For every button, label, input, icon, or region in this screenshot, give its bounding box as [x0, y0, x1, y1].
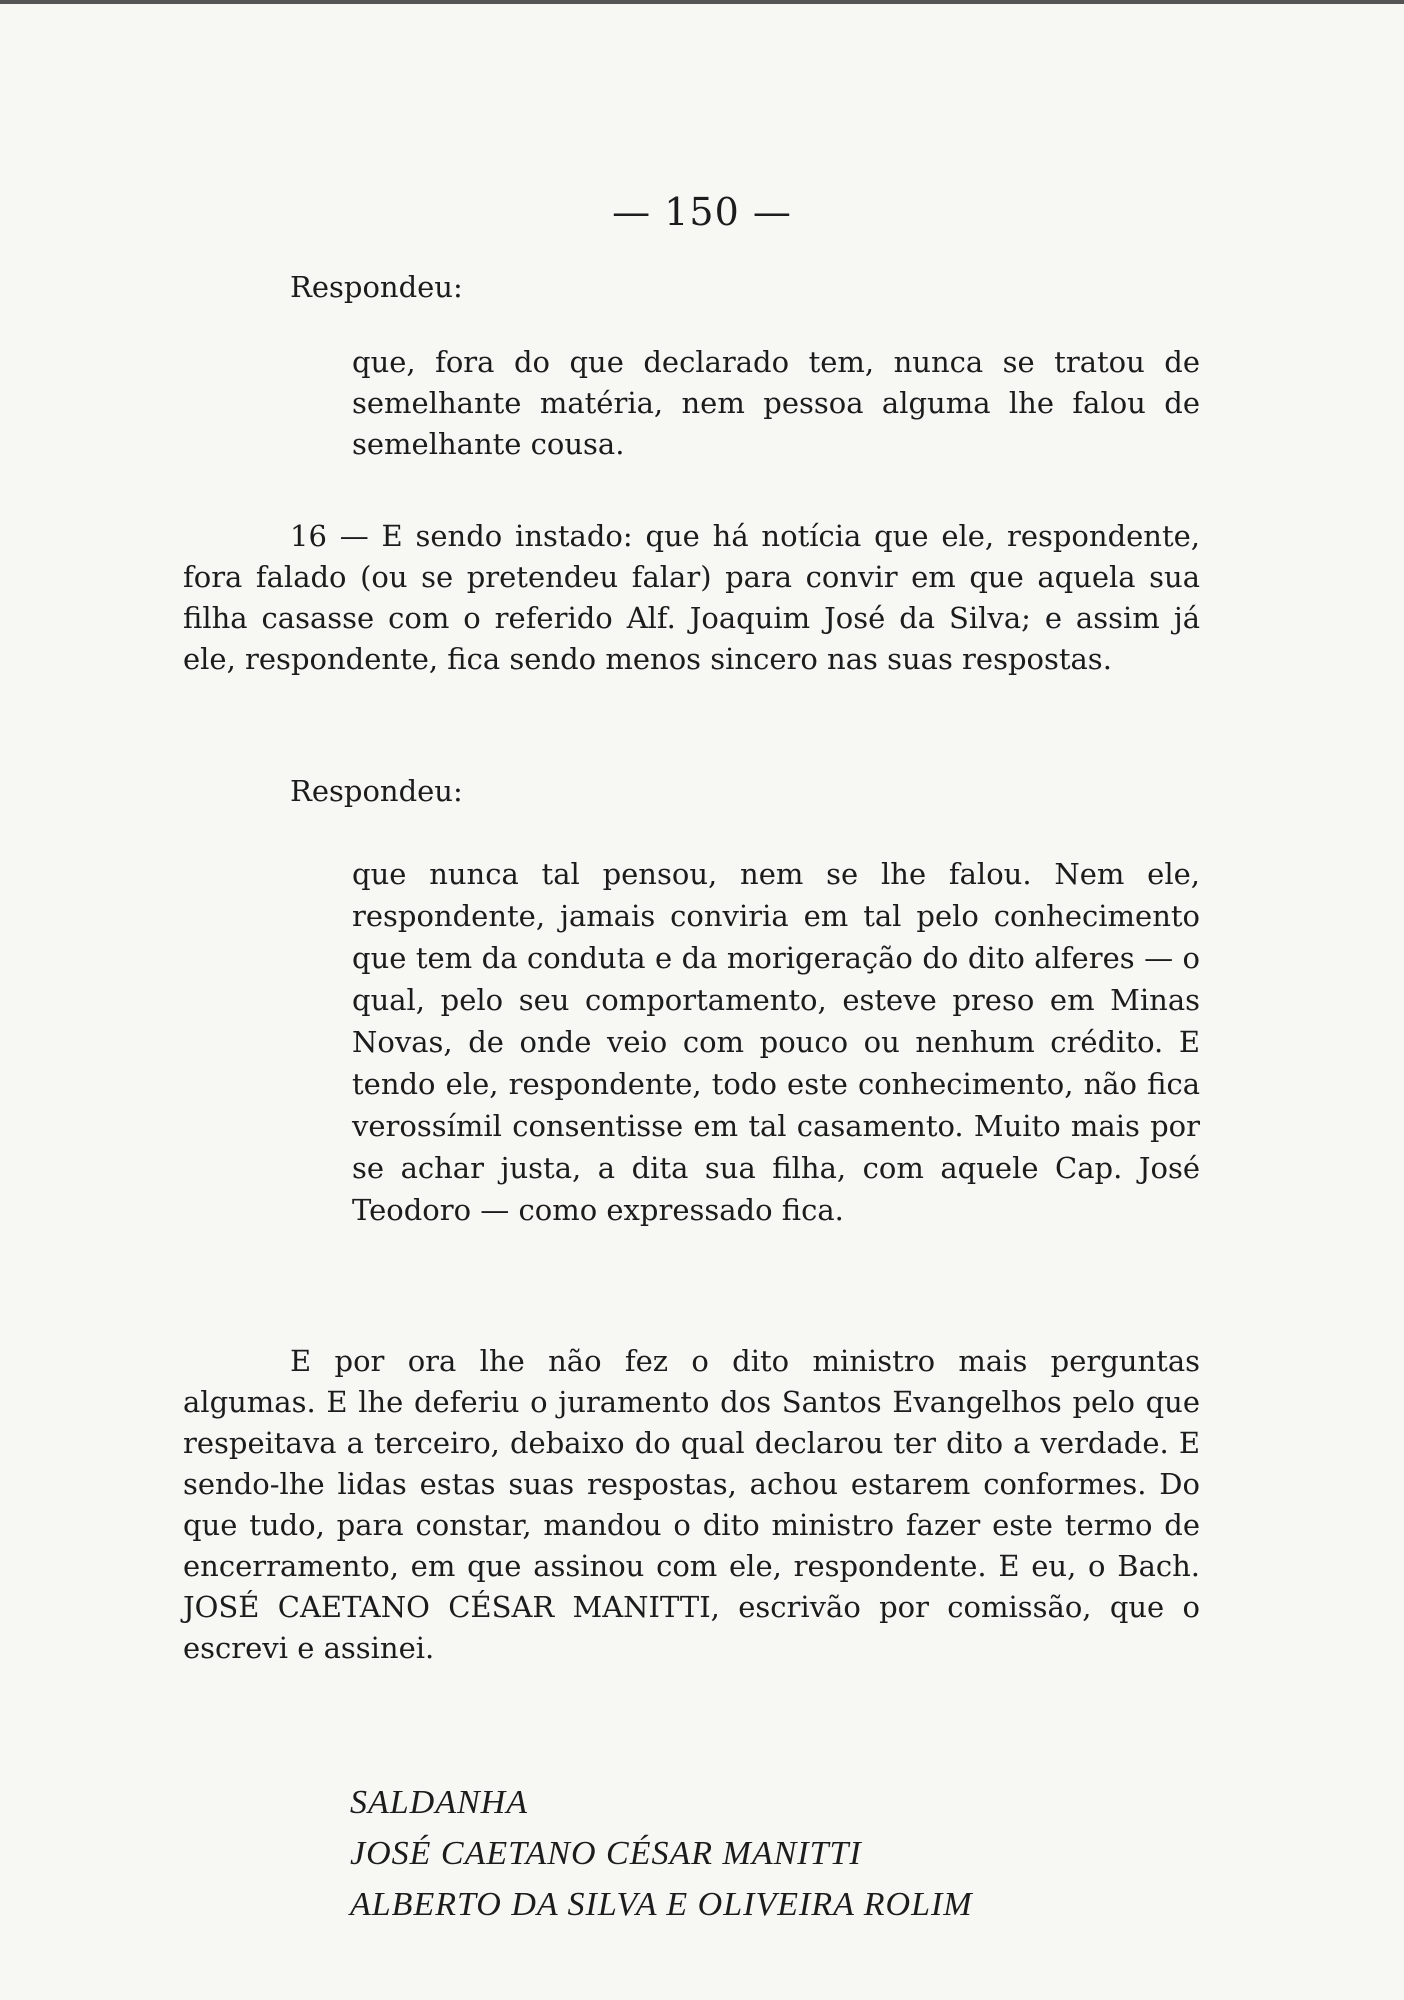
respondeu-label-1: Respondeu:: [290, 270, 463, 304]
answer-paragraph-1: que, fora do que declarado tem, nunca se tratou de semelhante matéria, nem pessoa alguma lhe falou de semelhante cousa.: [352, 345, 1200, 461]
signature-saldanha: SALDANHA: [350, 1784, 528, 1821]
signature-rolim: ALBERTO DA SILVA E OLIVEIRA ROLIM: [350, 1886, 973, 1923]
signature-manitti: JOSÉ CAETANO CÉSAR MANITTI: [350, 1835, 862, 1872]
page-top-edge: [0, 0, 1404, 4]
page-number: — 150 —: [612, 190, 792, 234]
question-16-paragraph: 16 — E sendo instado: que há notícia que ele, respondente, fora falado (ou se pretendeu falar) para convir em que aquela sua filha casasse com o referido Alf. Joaquim José da Silva; e assim já ele, respondente, fica sendo menos sincero nas suas respostas.: [183, 519, 1200, 676]
respondeu-label-2: Respondeu:: [290, 774, 463, 808]
answer-paragraph-2: que nunca tal pensou, nem se lhe falou. Nem ele, respondente, jamais conviria em tal pelo conhecimento que tem da conduta e da morigeração do dito alferes — o qual, pelo seu comportamento, esteve preso em Minas Novas, de onde veio com pouco ou nenhum crédito. E tendo ele, respondente, todo este conhecimento, não fica verossímil consentisse em tal casamento. Muito mais por se achar justa, a dita sua filha, com aquele Cap. José Teodoro — como expressado fica.: [352, 857, 1200, 1227]
closing-paragraph: E por ora lhe não fez o dito ministro mais perguntas algumas. E lhe deferiu o juramento dos Santos Evangelhos pelo que respeitava a terceiro, debaixo do qual declarou ter dito a verdade. E sendo-lhe lidas estas suas respostas, achou estarem conformes. Do que tudo, para constar, mandou o dito ministro fazer este termo de encerramento, em que assinou com ele, respondente. E eu, o Bach. JOSÉ CAETANO CÉSAR MANITTI, escrivão por comissão, que o escrevi e assinei.: [183, 1344, 1200, 1665]
